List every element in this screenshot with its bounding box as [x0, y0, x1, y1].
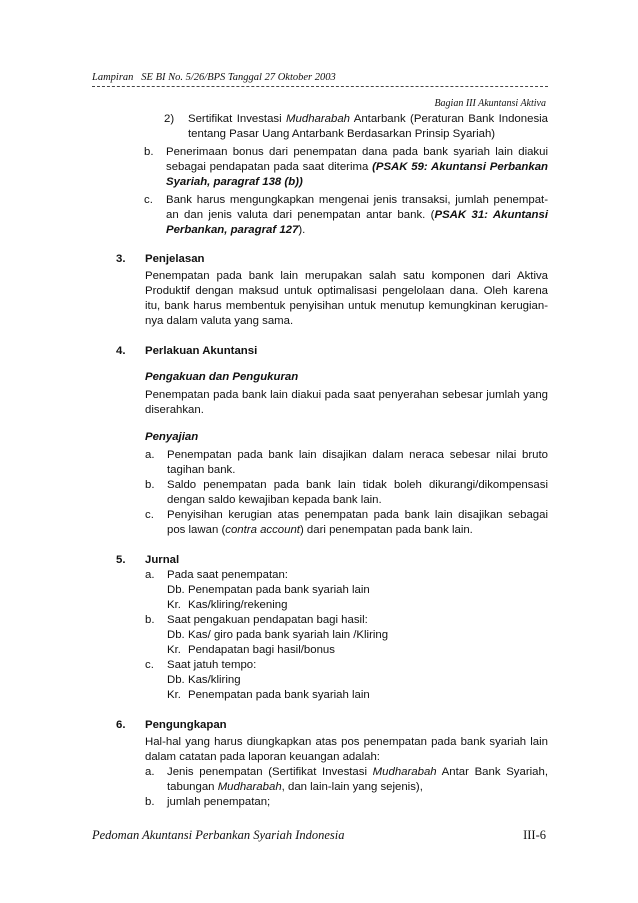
subsection-title: Penyajian — [145, 431, 199, 443]
journal-debit: Db. Kas/kliring — [167, 674, 241, 686]
section-text: Hal-hal yang harus diungkapkan atas pos penempatan pada bank syariah lain dalam catatan pada laporan keuangan adalah: — [145, 736, 548, 763]
list-item: 2) Sertifikat Investasi Mudharabah Antarbank (Peraturan Bank Indonesia tentang Pasar Uang Antarbank Berdasarkan Prinsip Syariah) — [164, 113, 548, 140]
item-marker: a. — [145, 569, 155, 581]
list-item: c. Bank harus mengungkapkan mengenai jenis transaksi, jumlah penempat-an dan jenis valuta dari penempatan antar bank. (PSAK 31: Akuntansi Perbankan, paragraf 127). — [144, 194, 548, 236]
item-marker: b. — [145, 614, 155, 626]
footer-page-number: III-6 — [523, 828, 546, 842]
subsection-title: Pengakuan dan Pengukuran — [145, 371, 299, 383]
journal-credit: Kr. Pendapatan bagi hasil/bonus — [167, 644, 335, 656]
header-divider — [92, 86, 548, 87]
journal-credit: Kr. Penempatan pada bank syariah lain — [167, 689, 370, 701]
item-marker: 2) — [164, 113, 175, 125]
journal-entry: c. Saat jatuh tempo: Db. Kas/kliring Kr. Penempatan pada bank syariah lain — [145, 658, 548, 703]
list-item: a. Jenis penempatan (Sertifikat Investasi Mudharabah Antar Bank Syariah, tabungan Mudharabah, dan lain-lain yang sejenis), — [145, 766, 548, 793]
list-item: b. Saldo penempatan pada bank lain tidak boleh dikurangi/dikompensasi dengan saldo kewajiban kepada bank lain. — [145, 479, 548, 506]
section-perlakuan — [92, 344, 548, 538]
item-marker: a. — [145, 766, 155, 778]
item-marker: c. — [145, 509, 154, 521]
journal-entry: a. Pada saat penempatan: Db. Penempatan pada bank syariah lain Kr. Kas/kliring/rekening — [145, 568, 548, 613]
footer-title: Pedoman Akuntansi Perbankan Syariah Indonesia — [92, 828, 345, 842]
journal-debit: Db. Kas/ giro pada bank syariah lain /Kliring — [167, 629, 389, 641]
section-number: 6. — [116, 719, 126, 731]
section-text: Penempatan pada bank lain merupakan salah satu komponen dari Aktiva Produktif dengan maksud untuk optimalisasi pengelolaan dana. Oleh karena itu, bank harus membentuk penyisihan untuk menutup kemungkinan kerugian-nya dalam valuta yang sama. — [145, 270, 548, 327]
section-title: Pengungkapan — [145, 719, 227, 731]
item-marker: c. — [144, 194, 153, 206]
list-item: c. Penyisihan kerugian atas penempatan pada bank lain disajikan sebagai pos lawan (contra account) dari penempatan pada bank lain. — [145, 509, 548, 536]
list-item: a. Penempatan pada bank lain disajikan dalam neraca sebesar nilai bruto tagihan bank. — [145, 449, 548, 476]
document-body — [92, 112, 548, 810]
item-marker: a. — [145, 449, 155, 461]
item-marker: c. — [145, 659, 154, 671]
section-penjelasan — [92, 252, 548, 329]
section-title: Perlakuan Akuntansi — [145, 345, 258, 357]
subsection-text: Penempatan pada bank lain diakui pada saat penyerahan sebesar jumlah yang diserahkan. — [145, 389, 548, 416]
item-marker: b. — [144, 146, 154, 158]
item-marker: b. — [145, 479, 155, 491]
header-lampiran: Lampiran SE BI No. 5/26/BPS Tanggal 27 Oktober 2003 — [92, 72, 336, 83]
journal-debit: Db. Penempatan pada bank syariah lain — [167, 584, 370, 596]
item-marker: b. — [145, 796, 155, 808]
section-number: 5. — [116, 554, 126, 566]
journal-entry: b. Saat pengakuan pendapatan bagi hasil: Db. Kas/ giro pada bank syariah lain /Kliring Kr. Pendapatan bagi hasil/bonus — [145, 613, 548, 658]
list-item: b. Penerimaan bonus dari penempatan dana pada bank syariah lain diakui sebagai pendapatan pada saat diterima (PSAK 59: Akuntansi Perbankan Syariah, paragraf 138 (b)) — [144, 146, 549, 188]
section-number: 4. — [116, 345, 126, 357]
journal-credit: Kr. Kas/kliring/rekening — [167, 599, 288, 611]
list-item: b. jumlah penempatan; — [145, 796, 271, 808]
section-title: Jurnal — [145, 554, 180, 566]
header-bagian: Bagian III Akuntansi Aktiva — [434, 98, 546, 109]
section-number: 3. — [116, 253, 126, 265]
section-jurnal — [92, 553, 548, 703]
section-pengungkapan — [92, 718, 548, 810]
section-title: Penjelasan — [145, 253, 205, 265]
